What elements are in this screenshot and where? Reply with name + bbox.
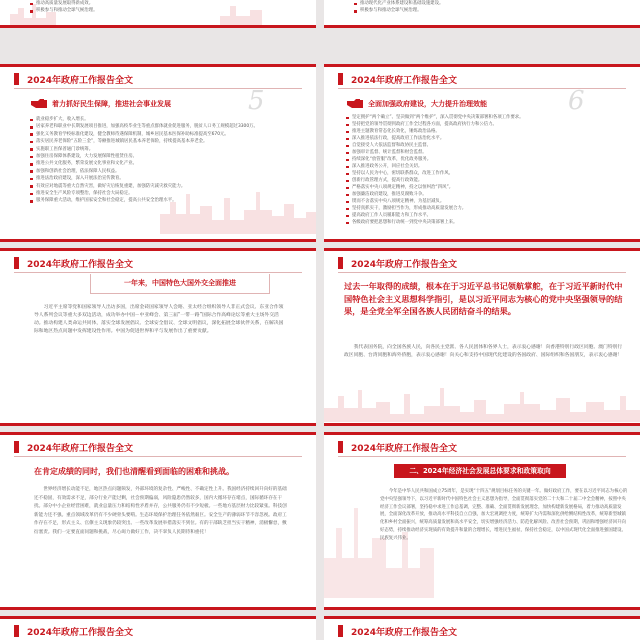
section-title-banner [394,464,566,478]
header-marker [338,73,343,85]
slide-section-two [324,432,640,610]
bottom-band [324,239,640,242]
body-paragraph: 习近平主席等党和国家领导人出访多国，出席金砖国家领导人会晤、亚太经合组织领导人非正式会议、东亚合作领导人系列会议等重大多双边活动，成功举办中国－中亚峰会、第三届“一带一路”国际合作高峰论坛等重大主场外交活动。推动构建人类命运共同体，落实全球发展倡议、全球安全倡议、全球文明倡议，深化拓展全球伙伴关系，在解决国际和地区热点问题中发挥建设性作用。中国为促进世界和平与发展作出了重要贡献。 [34,305,284,334]
slide-header [0,620,316,640]
bullet: 落实居民养老保险“五险三金”，等额推进城镇居民基本养老保险，持续提高基本养老金。 [30,138,300,145]
bullet: 积极参与和推动全球气候治理。 [30,7,260,14]
bullet: 加强审计监督、统计监督和财会监督。 [346,149,626,156]
slide-partial-right [324,616,640,640]
bullet: 创新行政管理方式，提高行政效能。 [346,177,626,184]
slide-header-title: 2024年政府工作报告全文 [351,443,458,454]
section-number: 6 [568,86,585,116]
top-band [324,432,640,435]
slide-header-title: 2024年政府工作报告全文 [27,443,134,454]
header-marker [338,625,343,637]
header-rule [14,456,302,457]
slide-header [0,68,316,90]
slide-header-title: 2024年政府工作报告全文 [27,75,134,86]
bullet: 提高政府工作人员履职能力和工作水平。 [346,212,626,219]
slide-partial-left [0,616,316,640]
slide-header-title: 2024年政府工作报告全文 [351,75,458,86]
slide-challenges [0,432,316,610]
bullet: 加强住房保障体系建设，大力发展保障性租赁住房。 [30,153,300,160]
slide-header-title: 2024年政府工作报告全文 [351,627,458,638]
header-marker [338,441,343,453]
bottom-band [0,25,316,28]
top-band [0,248,316,251]
section-title: 二、2024年经济社会发展总体要求和政策取向 [409,467,551,475]
bullet: 坚持真抓实干，激励担当作为，形成推动高质量发展合力。 [346,205,626,212]
top-band [324,248,640,251]
bullet: 居家养老和职业中长期发展项目推进，加强高校毕业生等重点群体就业促进服务，脱贫人口务工规模超过3300万。 [30,123,300,130]
slide-header [324,436,640,458]
bullet: 锲而不舍落实中央八项规定精神，为基层减负。 [346,198,626,205]
bullet: 深入推进政务公开，回应社会关切。 [346,163,626,170]
bullet: 就业稳步扩大，收入增长。 [30,116,300,123]
bullet: 深入推进依法行政，提高政府工作法治化水平。 [346,135,626,142]
slide-header [0,436,316,458]
header-marker [14,257,19,269]
header-rule [338,272,626,273]
bullet: 服务保障重大活动，维护国家安全和社会稳定，提高公共安全治理水平。 [30,197,300,204]
bottom-band [324,423,640,426]
bullet: 推进安全生产风险专项整治，保持社会大局稳定。 [30,190,300,197]
bullet: 推动现代化产业体系建设和基础设施建设。 [354,0,604,7]
top-band [324,64,640,67]
slide-header [324,68,640,90]
header-marker [14,441,19,453]
bullet: 推进法治政府建设，深入开展法治宣传教育。 [30,175,300,182]
hand-pointer-icon [346,98,364,110]
slide-achievements [324,248,640,426]
bullet: 加强廉洁政府建设，推进反腐败斗争。 [346,191,626,198]
bullet: 自觉接受人大依法监督和政协民主监督。 [346,142,626,149]
bottom-band [324,25,640,28]
body-paragraph: 今年是中华人民共和国成立75周年，是实现“十四五”规划目标任务的关键一年。做好政府工作，要在以习近平同志为核心的党中央坚强领导下，以习近平新时代中国特色社会主义思想为指导，全面贯彻落实党的二十大和二十届二中全会精神，按照中央经济工作会议部署，坚持稳中求进工作总基调，完整、准确、全面贯彻新发展理念，加快构建新发展格局，着力推动高质量发展，全面深化改革开放，推动高水平科技自立自强，加大宏观调控力度，统筹扩大内需和深化供给侧结构性改革，统筹新型城镇化和乡村全面振兴，统筹高质量发展和高水平安全，切实增强经济活力、防范化解风险、改善社会预期，巩固和增强经济回升向好态势，持续推动经济实现质的有效提升和量的合理增长，增进民生福祉，保持社会稳定，以中国式现代化全面推进强国建设、民族复兴伟业。 [380,489,628,541]
bullet: 持续深化“放管服”改革，优化政务服务。 [346,156,626,163]
top-band [0,64,316,67]
top-band [324,616,640,619]
body-paragraph: 世界经济增长动能不足，地区热点问题频发，外部环境的复杂性、严峻性、不确定性上升。我国经济持续回升向好的基础还不稳固，有效需求不足，部分行业产能过剩，社会预期偏弱，风险隐患仍然较多，国内大循环存在堵点，国际循环存在干扰。部分中小企业经营困难，就业总量压力和结构性矛盾并存，公共服务仍有不少短板。一些地方基层财力比较紧张。科技创新能力还不强。重点领域改革仍有不少硬骨头要啃。生态环境保护治理任务依然艰巨。安全生产的薄弱环节不容忽视。政府工作存在不足，形式主义、官僚主义现象仍较突出。一些改革发展举措落实不到位。有的干部缺乏担当实干精神，消极懈怠，敷衍塞责。我们一定要直面问题和挑战，尽心竭力做好工作，决不辜负人民期待和重托！ [34,487,287,535]
skyline-graphic [0,0,316,28]
slide-5 [0,64,316,242]
header-marker [338,257,343,269]
bullet: 严格落实中央八项规定精神，持之以恒纠治“四风”。 [346,184,626,191]
section-number: 5 [248,86,265,116]
hand-pointer-icon [30,98,48,110]
bullet: 推动高质量发展取得新成效。 [30,0,260,7]
bottom-band [0,423,316,426]
bullet: 各级政府要把思想和行动统一到党中央决策部署上来。 [346,219,626,226]
bottom-band [0,239,316,242]
headline: 过去一年取得的成绩，根本在于习近平总书记领航掌舵，在于习近平新时代中国特色社会主义思想科学指引，是以习近平同志为核心的党中央坚强领导的结果，是全党全军全国各族人民团结奋斗的结果。 [344,281,623,316]
body-paragraph: 我代表国务院，向全国各族人民，向各民主党派、各人民团体和各界人士，表示衷心感谢！向香港特别行政区同胞、澳门特别行政区同胞、台湾同胞和海外侨胞，表示衷心感谢！向关心和支持中国现代化建设的各国政府、国际组织和各国朋友，表示衷心感谢！ [344,345,623,358]
bottom-band [324,607,640,610]
bullet: 强化义务教育学校标准化建设，健全教师待遇保障机制，城乡居民基本医保补助标准提高至670元。 [30,131,300,138]
header-marker [14,73,19,85]
bullet: 积极参与和推动全球气候治理。 [354,7,604,14]
header-marker [14,625,19,637]
skyline-graphic [324,380,640,422]
bullet: 加强和创新社会治理，依法保障人民权益。 [30,168,300,175]
header-rule [338,456,626,457]
bullet: 坚持以人民为中心，密切联系群众，改进工作作风。 [346,170,626,177]
slide-diplomacy [0,248,316,426]
top-band [0,616,316,619]
bullet: 坚定拥护“两个确立”、坚决做到“两个维护”，深入贯彻党中央决策部署和各项工作要求。 [346,114,626,121]
bullet: 实施职工医保普通门诊统筹。 [30,146,300,153]
header-rule [14,272,302,273]
bullet: 推进公共文化服务，繁荣发展文化事业和文化产业。 [30,160,300,167]
bullet: 推进主题教育常态化长效化，锤炼政治品格。 [346,128,626,135]
slide-header-title: 2024年政府工作报告全文 [27,259,134,270]
bottom-band [0,607,316,610]
skyline-graphic [160,184,316,234]
slide-header [324,252,640,274]
slide-6 [324,64,640,242]
slide-header [0,252,316,274]
slide-header-title: 2024年政府工作报告全文 [27,627,134,638]
headline: 在肯定成绩的同时，我们也清醒看到面临的困难和挑战。 [34,467,234,476]
slide-top-right [324,0,640,28]
bullet: 坚持把党的领导贯彻到政府工作全过程各方面，提高政府执行力和公信力。 [346,121,626,128]
slide-header [324,620,640,640]
top-band [0,432,316,435]
bullet: 有效应对地震等重大自然灾害，做好灾后恢复重建，加强防灾减灾救灾能力。 [30,183,300,190]
slide-subtitle: 全面加强政府建设，大力提升治理效能 [368,100,487,108]
slide-top-left [0,0,316,28]
slide-subtitle: 一年来，中国特色大国外交全面推进 [124,279,236,287]
slide-subtitle: 着力抓好民生保障，推进社会事业发展 [52,100,171,108]
slide-header-title: 2024年政府工作报告全文 [351,259,458,270]
